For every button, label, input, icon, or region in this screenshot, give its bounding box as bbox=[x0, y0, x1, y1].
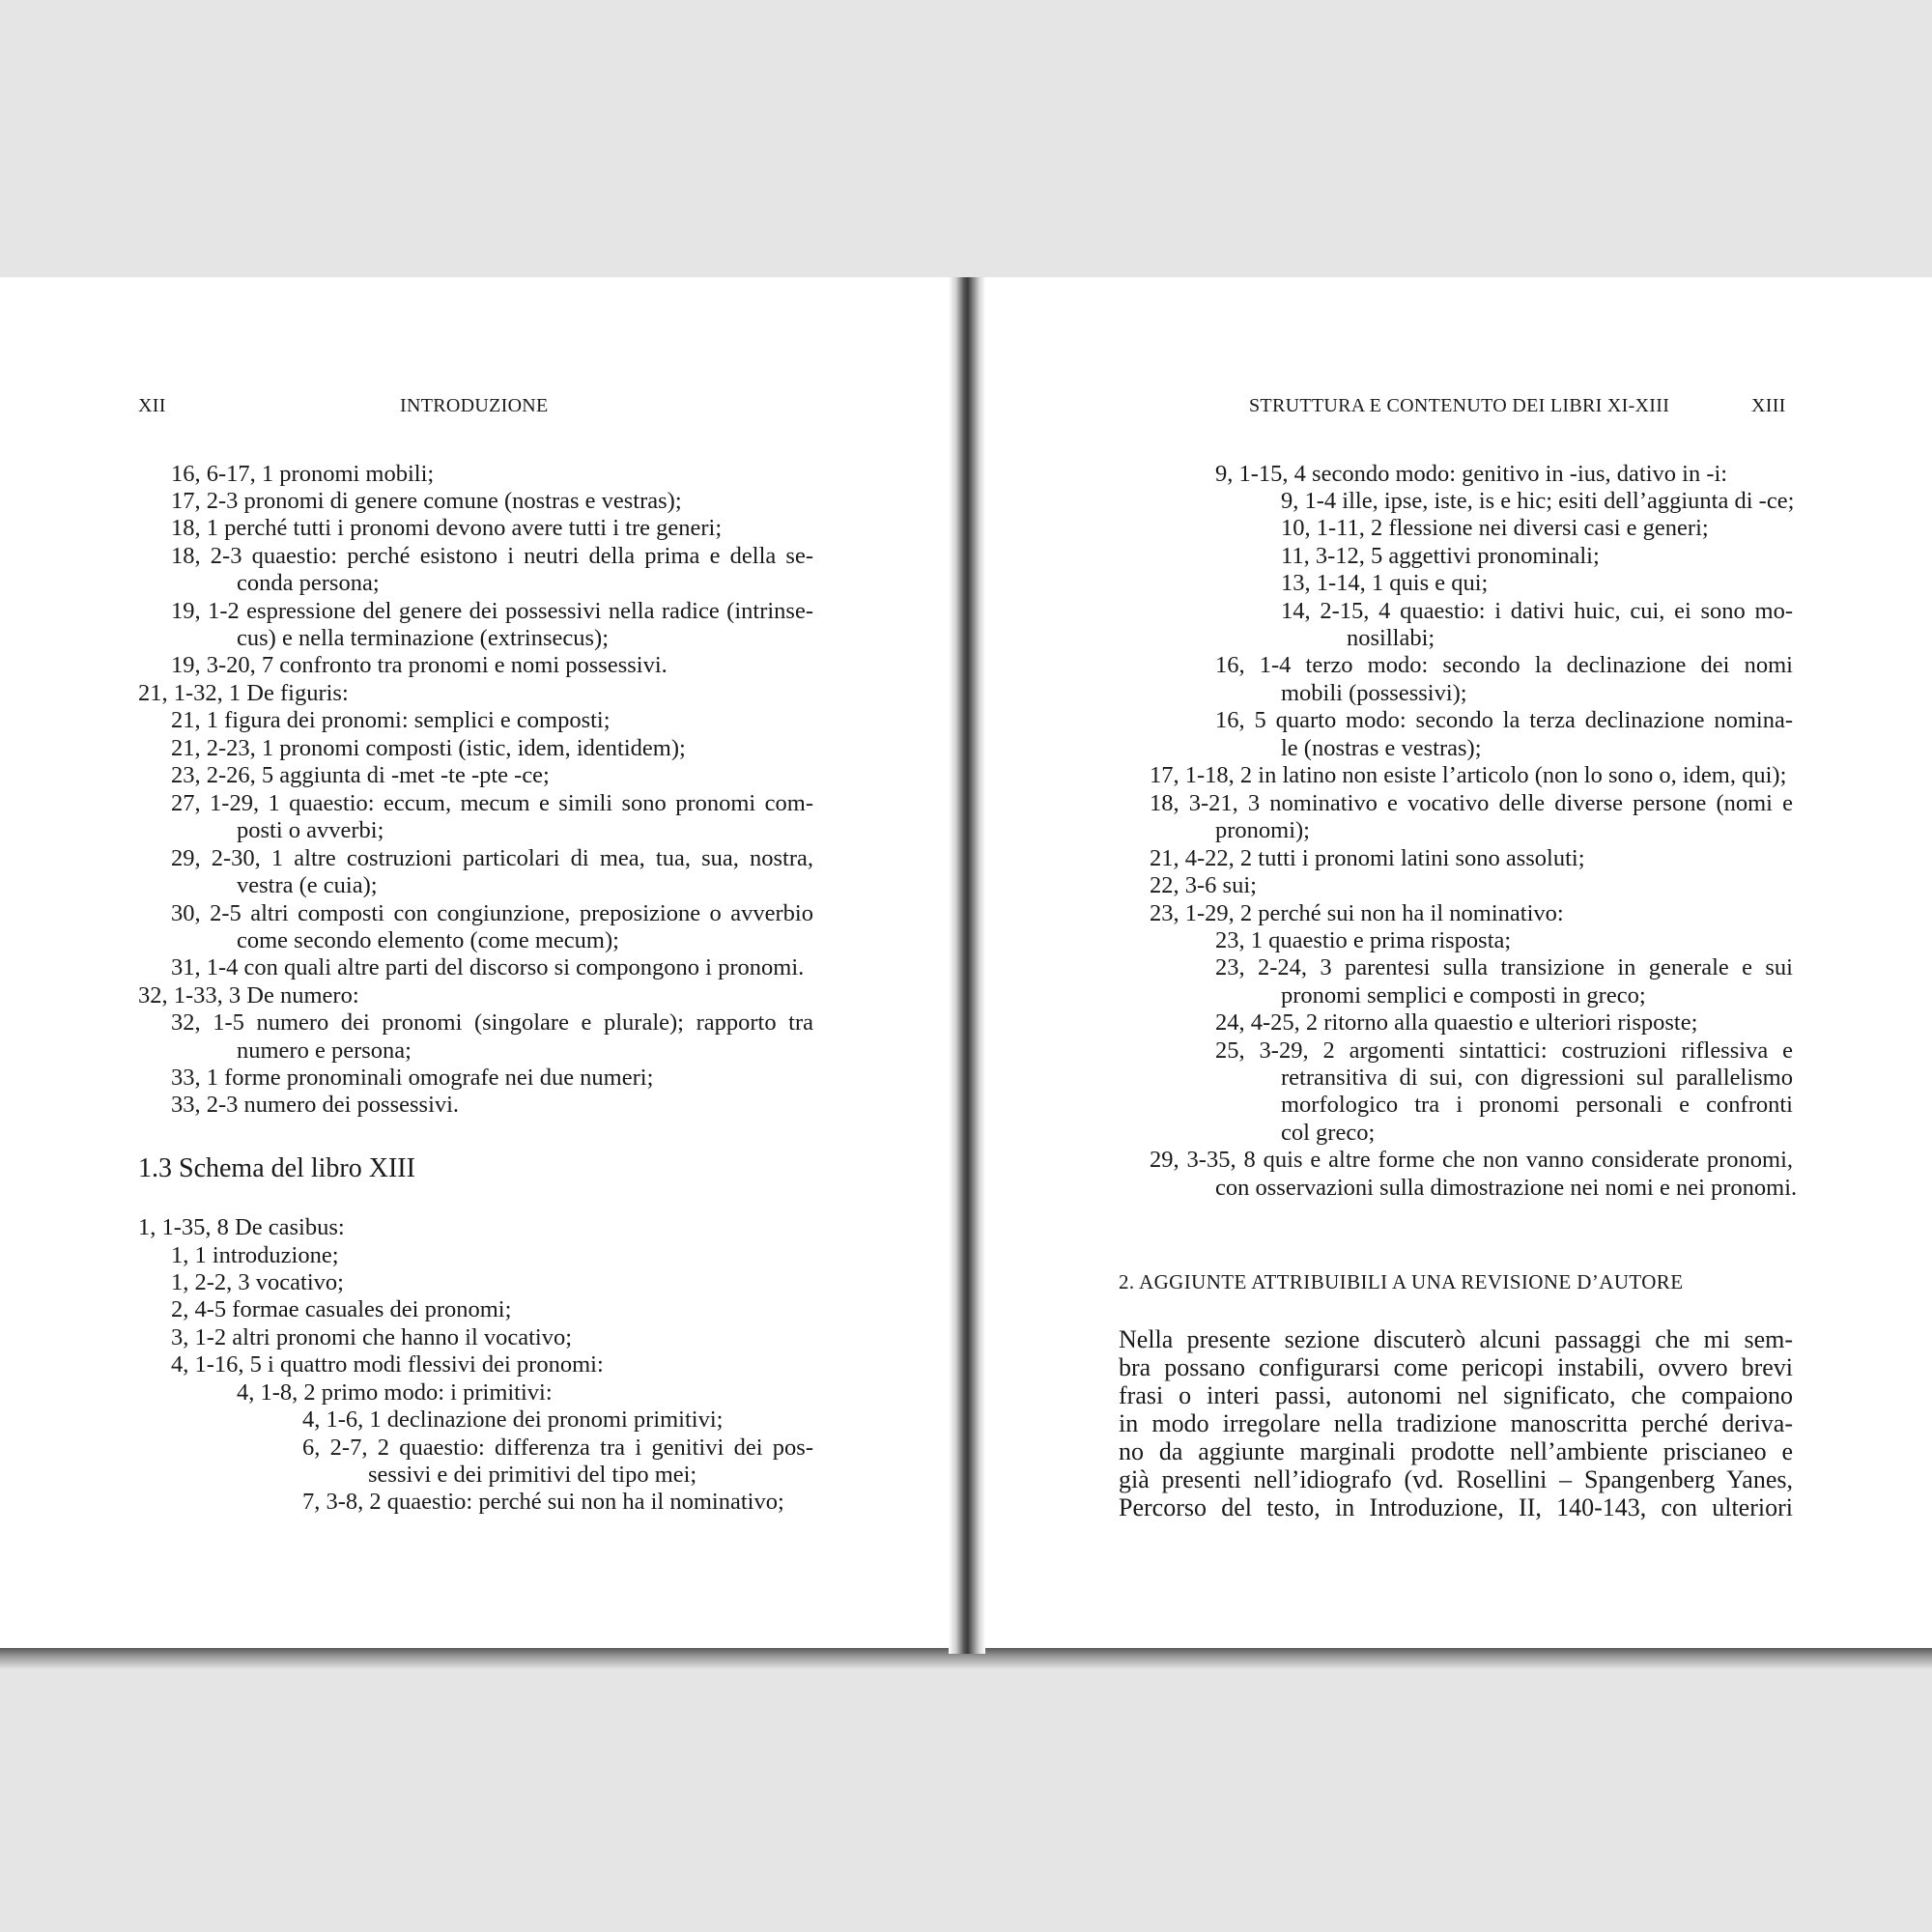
paragraph-line: frasi o interi passi, autonomi nel significato, che compaiono bbox=[1119, 1381, 1793, 1409]
outline-line: 23, 1-29, 2 perché sui non ha il nominativo: bbox=[1150, 900, 1564, 926]
outline-line: 24, 4-25, 2 ritorno alla quaestio e ulteriori risposte; bbox=[1215, 1009, 1698, 1036]
outline-line: vestra (e cuia); bbox=[237, 872, 378, 898]
outline-line: 4, 1-16, 5 i quattro modi flessivi dei pronomi: bbox=[171, 1351, 604, 1378]
outline-line: pronomi semplici e composti in greco; bbox=[1281, 982, 1646, 1009]
outline-line: 31, 1-4 con quali altre parti del discorso si compongono i pronomi. bbox=[171, 954, 805, 980]
outline-line: 18, 1 perché tutti i pronomi devono avere tutti i tre generi; bbox=[171, 515, 723, 541]
outline-line: 21, 4-22, 2 tutti i pronomi latini sono assoluti; bbox=[1150, 845, 1585, 871]
outline-line: 17, 2-3 pronomi di genere comune (nostras e vestras); bbox=[171, 488, 682, 514]
outline-line: col greco; bbox=[1281, 1120, 1376, 1146]
outline-line: 9, 1-4 ille, ipse, iste, is e hic; esiti dell’aggiunta di -ce; bbox=[1281, 488, 1795, 514]
outline-line: 22, 3-6 sui; bbox=[1150, 872, 1257, 898]
paragraph-line: bra possano configurarsi come pericopi instabili, ovvero brevi bbox=[1119, 1353, 1793, 1381]
outline-line: 17, 1-18, 2 in latino non esiste l’articolo (non lo sono o, idem, qui); bbox=[1150, 762, 1787, 788]
outline-line: 16, 1-4 terzo modo: secondo la declinazione dei nomi bbox=[1215, 652, 1793, 678]
outline-line: posti o avverbi; bbox=[237, 817, 384, 843]
left-folio: XII bbox=[138, 395, 166, 416]
section-title: 2. AGGIUNTE ATTRIBUIBILI A UNA REVISIONE D’AUTORE bbox=[1119, 1270, 1684, 1293]
outline-line: 1, 1-35, 8 De casibus: bbox=[138, 1214, 345, 1240]
outline-line: 33, 2-3 numero dei possessivi. bbox=[171, 1092, 460, 1118]
outline-line: 21, 1 figura dei pronomi: semplici e composti; bbox=[171, 707, 611, 733]
outline-line: numero e persona; bbox=[237, 1037, 412, 1064]
outline-line: 29, 3-35, 8 quis e altre forme che non vanno considerate pronomi, bbox=[1150, 1147, 1793, 1173]
right-folio: XIII bbox=[1751, 395, 1786, 416]
outline-line: pronomi); bbox=[1215, 817, 1310, 843]
book-gutter bbox=[949, 277, 985, 1654]
outline-line: le (nostras e vestras); bbox=[1281, 735, 1482, 761]
right-page bbox=[985, 277, 1932, 1649]
outline-line: mobili (possessivi); bbox=[1281, 680, 1467, 706]
outline-line: 19, 3-20, 7 confronto tra pronomi e nomi possessivi. bbox=[171, 652, 668, 678]
outline-line: 23, 1 quaestio e prima risposta; bbox=[1215, 927, 1512, 953]
outline-line: 18, 2-3 quaestio: perché esistono i neutri della prima e della se- bbox=[171, 543, 813, 569]
outline-line: 30, 2-5 altri composti con congiunzione, preposizione o avverbio bbox=[171, 900, 813, 926]
outline-line: 27, 1-29, 1 quaestio: eccum, mecum e simili sono pronomi com- bbox=[171, 790, 813, 816]
paragraph-line: no da aggiunte marginali prodotte nell’ambiente priscianeo e bbox=[1119, 1437, 1793, 1465]
outline-line: 9, 1-15, 4 secondo modo: genitivo in -ius, dativo in -i: bbox=[1215, 461, 1728, 487]
outline-line: 1, 2-2, 3 vocativo; bbox=[171, 1269, 344, 1295]
outline-line: 14, 2-15, 4 quaestio: i dativi huic, cui, ei sono mo- bbox=[1281, 598, 1793, 624]
outline-line: 33, 1 forme pronominali omografe nei due numeri; bbox=[171, 1065, 654, 1091]
outline-line: cus) e nella terminazione (extrinsecus); bbox=[237, 625, 610, 651]
outline-line: 18, 3-21, 3 nominativo e vocativo delle diverse persone (nomi e bbox=[1150, 790, 1793, 816]
outline-line: 2, 4-5 formae casuales dei pronomi; bbox=[171, 1296, 512, 1322]
outline-line: 13, 1-14, 1 quis e qui; bbox=[1281, 570, 1489, 596]
outline-line: nosillabi; bbox=[1347, 625, 1435, 651]
section-title: 1.3 Schema del libro XIII bbox=[138, 1153, 415, 1183]
outline-line: 21, 1-32, 1 De figuris: bbox=[138, 680, 349, 706]
outline-line: 4, 1-8, 2 primo modo: i primitivi: bbox=[237, 1379, 553, 1406]
outline-line: 32, 1-33, 3 De numero: bbox=[138, 982, 359, 1009]
left-running-head: INTRODUZIONE bbox=[400, 395, 549, 416]
paragraph-line: già presenti nell’idiografo (vd. Rosellini – Spangenberg Yanes, bbox=[1119, 1465, 1793, 1493]
outline-line: 4, 1-6, 1 declinazione dei pronomi primitivi; bbox=[302, 1406, 724, 1433]
outline-line: 23, 2-24, 3 parentesi sulla transizione in generale e sui bbox=[1215, 954, 1793, 980]
outline-line: 16, 5 quarto modo: secondo la terza declinazione nomina- bbox=[1215, 707, 1793, 733]
outline-line: come secondo elemento (come mecum); bbox=[237, 927, 619, 953]
outline-line: 16, 6-17, 1 pronomi mobili; bbox=[171, 461, 435, 487]
outline-line: 32, 1-5 numero dei pronomi (singolare e plurale); rapporto tra bbox=[171, 1009, 813, 1036]
outline-line: 3, 1-2 altri pronomi che hanno il vocativo; bbox=[171, 1324, 573, 1350]
outline-line: 23, 2-26, 5 aggiunta di -met -te -pte -ce; bbox=[171, 762, 550, 788]
outline-line: 11, 3-12, 5 aggettivi pronominali; bbox=[1281, 543, 1600, 569]
outline-line: conda persona; bbox=[237, 570, 380, 596]
outline-line: morfologico tra i pronomi personali e confronti bbox=[1281, 1092, 1793, 1118]
right-running-head: STRUTTURA E CONTENUTO DEI LIBRI XI-XIII bbox=[1249, 395, 1670, 416]
outline-line: 25, 3-29, 2 argomenti sintattici: costruzioni riflessiva e bbox=[1215, 1037, 1793, 1064]
outline-line: 19, 1-2 espressione del genere dei possessivi nella radice (intrinse- bbox=[171, 598, 813, 624]
outline-line: con osservazioni sulla dimostrazione nei nomi e nei pronomi. bbox=[1215, 1175, 1798, 1201]
outline-line: retransitiva di sui, con digressioni sul parallelismo bbox=[1281, 1065, 1793, 1091]
outline-line: 7, 3-8, 2 quaestio: perché sui non ha il nominativo; bbox=[302, 1489, 784, 1515]
outline-line: 1, 1 introduzione; bbox=[171, 1242, 339, 1268]
outline-line: sessivi e dei primitivi del tipo mei; bbox=[368, 1462, 697, 1488]
paragraph-line: in modo irregolare nella tradizione manoscritta perché deriva- bbox=[1119, 1409, 1793, 1437]
paragraph-line: Percorso del testo, in Introduzione, II, 140-143, con ulteriori bbox=[1119, 1493, 1793, 1521]
outline-line: 6, 2-7, 2 quaestio: differenza tra i genitivi dei pos- bbox=[302, 1435, 813, 1461]
outline-line: 29, 2-30, 1 altre costruzioni particolari di mea, tua, sua, nostra, bbox=[171, 845, 813, 871]
left-page bbox=[0, 277, 949, 1649]
outline-line: 10, 1-11, 2 flessione nei diversi casi e generi; bbox=[1281, 515, 1709, 541]
paragraph-line: Nella presente sezione discuterò alcuni passaggi che mi sem- bbox=[1119, 1325, 1793, 1353]
outline-line: 21, 2-23, 1 pronomi composti (istic, idem, identidem); bbox=[171, 735, 686, 761]
